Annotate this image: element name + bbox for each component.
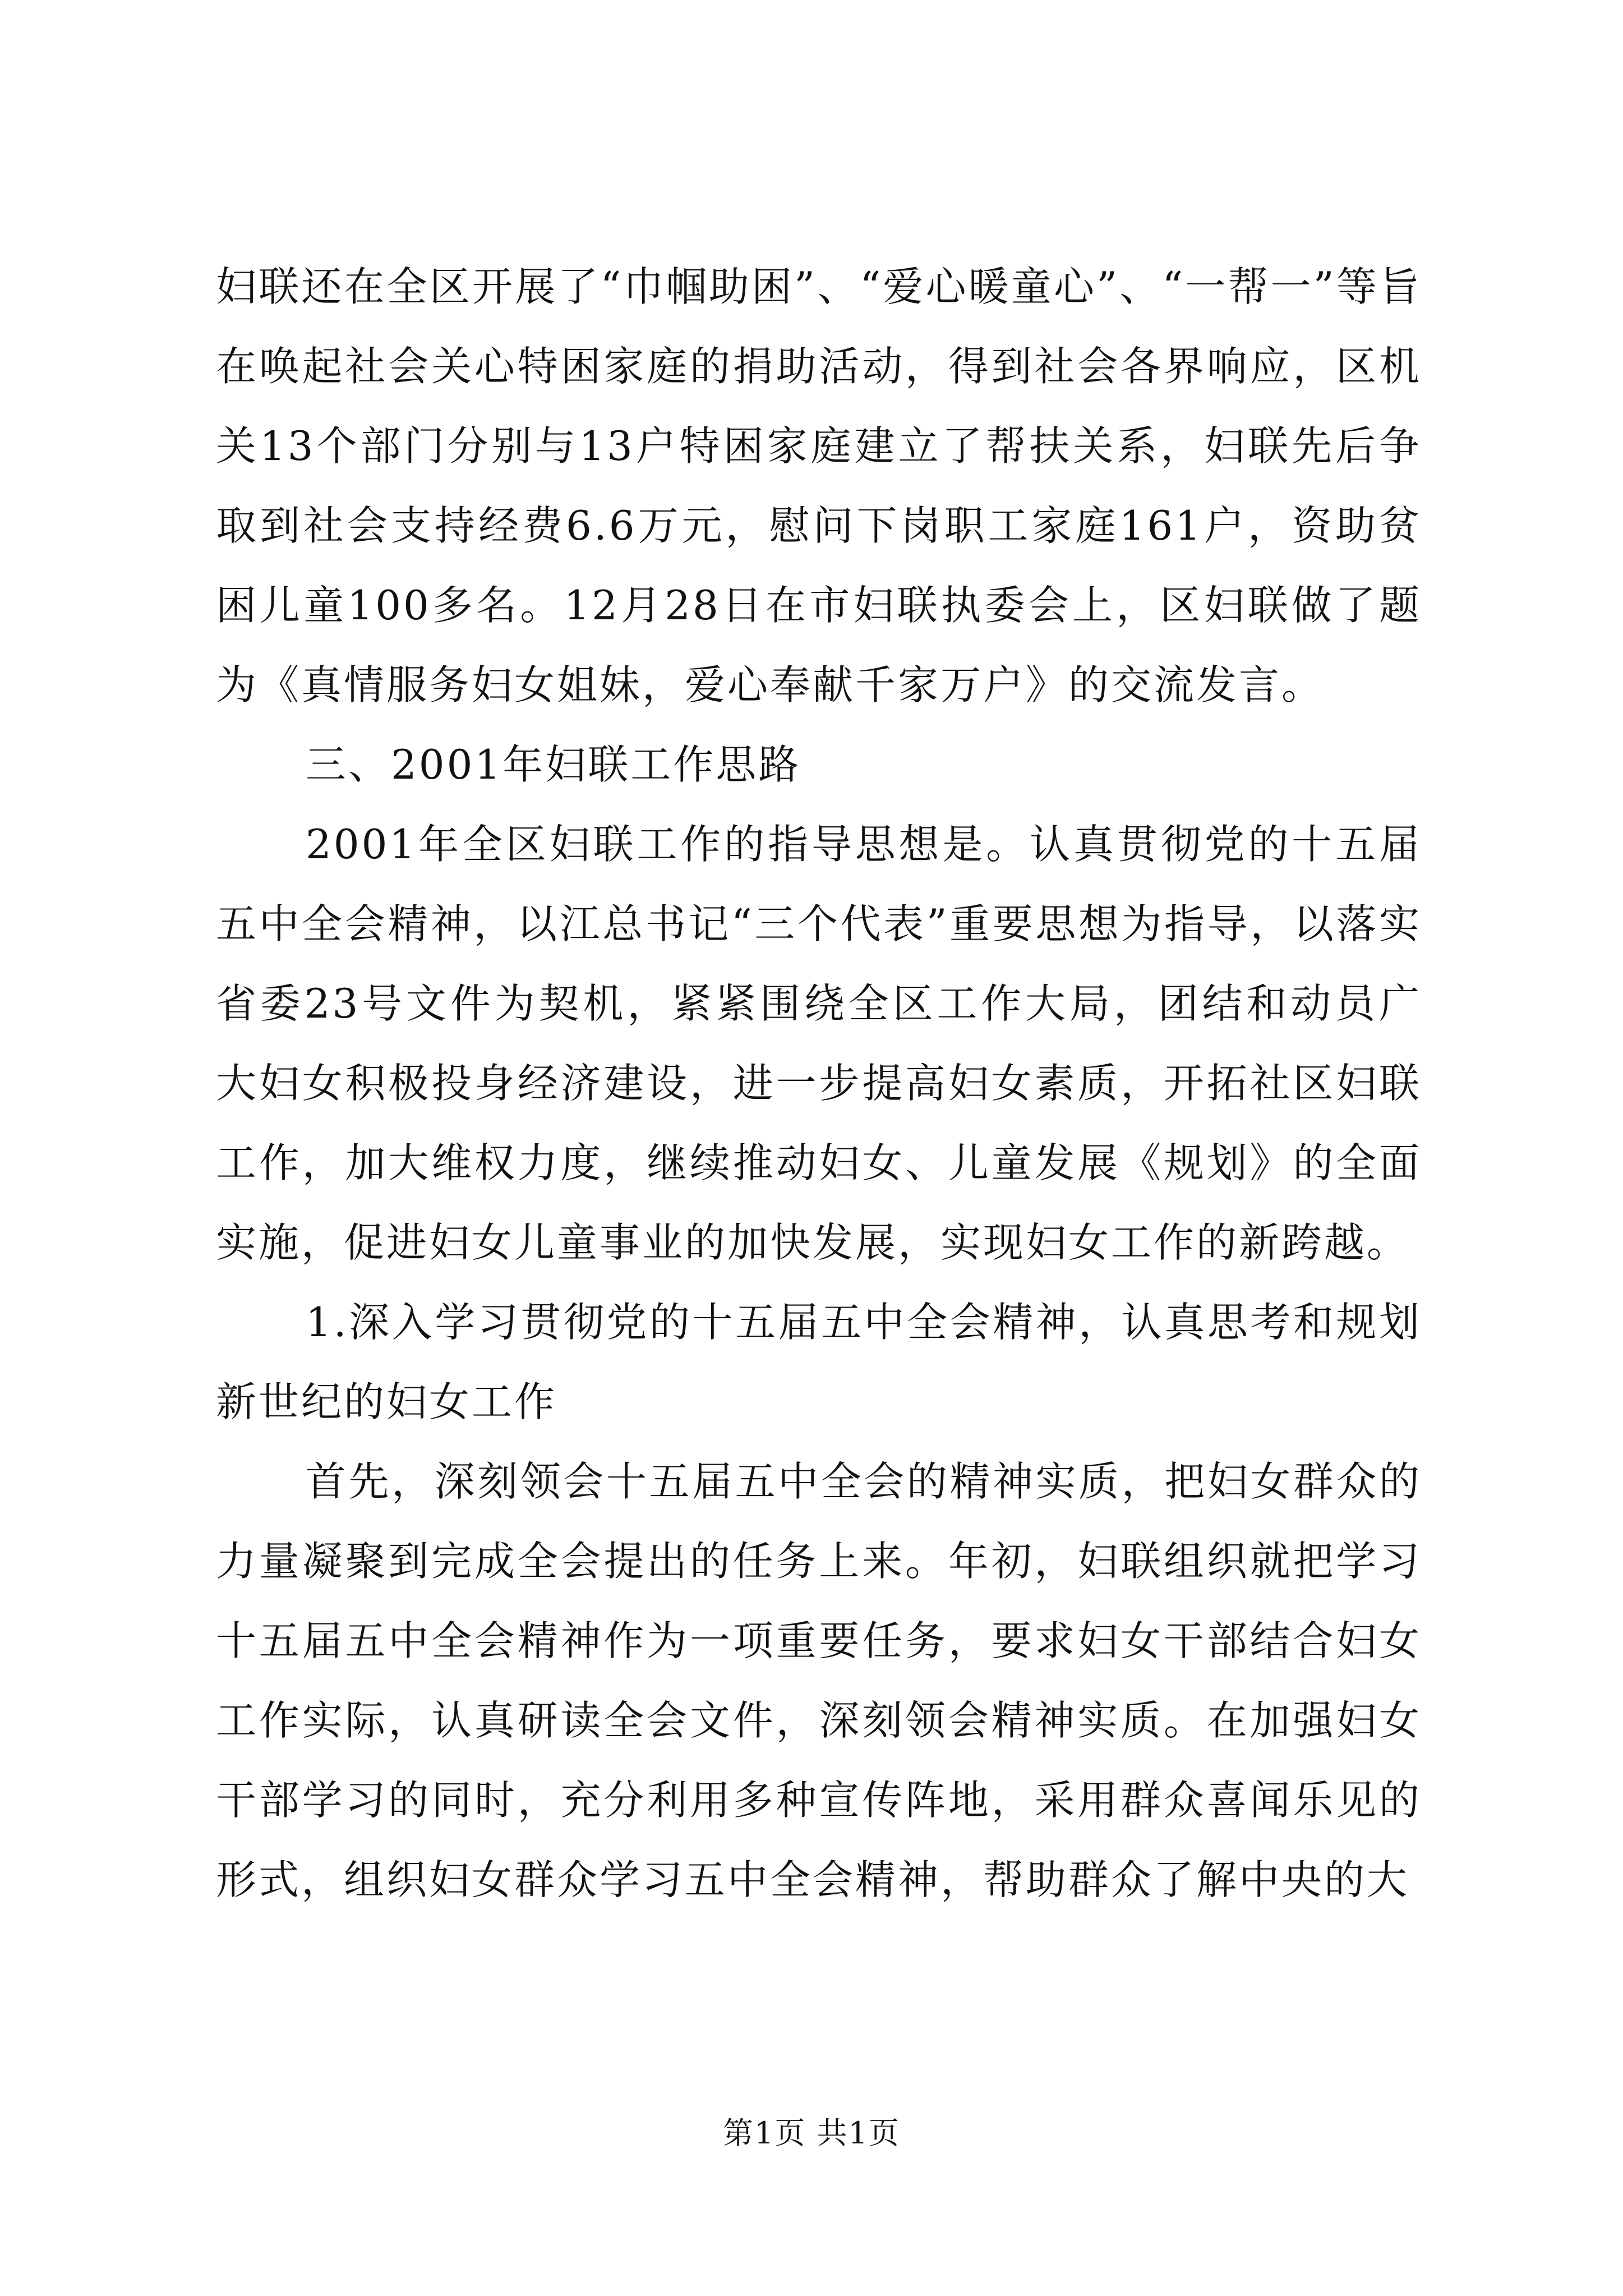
document-body — [216, 247, 1422, 1920]
section-heading: 三、2001年妇联工作思路 — [306, 741, 801, 788]
paragraph-first: 首先，深刻领会十五届五中全会的精神实质，把妇女群众的力量凝聚到完成全会提出的任务上来。年初，妇联组织就把学习十五届五中全会精神作为一项重要任务，要求妇女干部结合妇女工作实际，认真研读全会文件，深刻领会精神实质。在加强妇女干部学习的同时，充分利用多种宣传阵地，采用群众喜闻乐见的形式，组织妇女群众学习五中全会精神，帮助群众了解中央的大 — [216, 1458, 1422, 1903]
subsection-heading: 1.深入学习贯彻党的十五届五中全会精神，认真思考和规划新世纪的妇女工作 — [216, 1299, 1422, 1425]
paragraph-1: 妇联还在全区开展了“巾帼助困”、“爱心暖童心”、“一帮一”等旨在唤起社会关心特困家庭的捐助活动，得到社会各界响应，区机关13个部门分别与13户特困家庭建立了帮扶关系，妇联先后争取到社会支持经费6.6万元，慰问下岗职工家庭161户，资助贫困儿童100多名。12月28日在市妇联执委会上，区妇联做了题为《真情服务妇女姐妹，爱心奉献千家万户》的交流发言。 — [216, 263, 1422, 708]
paragraph-guiding-thought: 2001年全区妇联工作的指导思想是。认真贯彻党的十五届五中全会精神，以江总书记“三个代表”重要思想为指导，以落实省委23号文件为契机，紧紧围绕全区工作大局，团结和动员广大妇女积极投身经济建设，进一步提高妇女素质，开拓社区妇联工作，加大维权力度，继续推动妇女、儿童发展《规划》的全面实施，促进妇女儿童事业的加快发展，实现妇女工作的新跨越。 — [216, 821, 1422, 1266]
page-footer: 第1页 共1页 — [723, 2115, 900, 2151]
